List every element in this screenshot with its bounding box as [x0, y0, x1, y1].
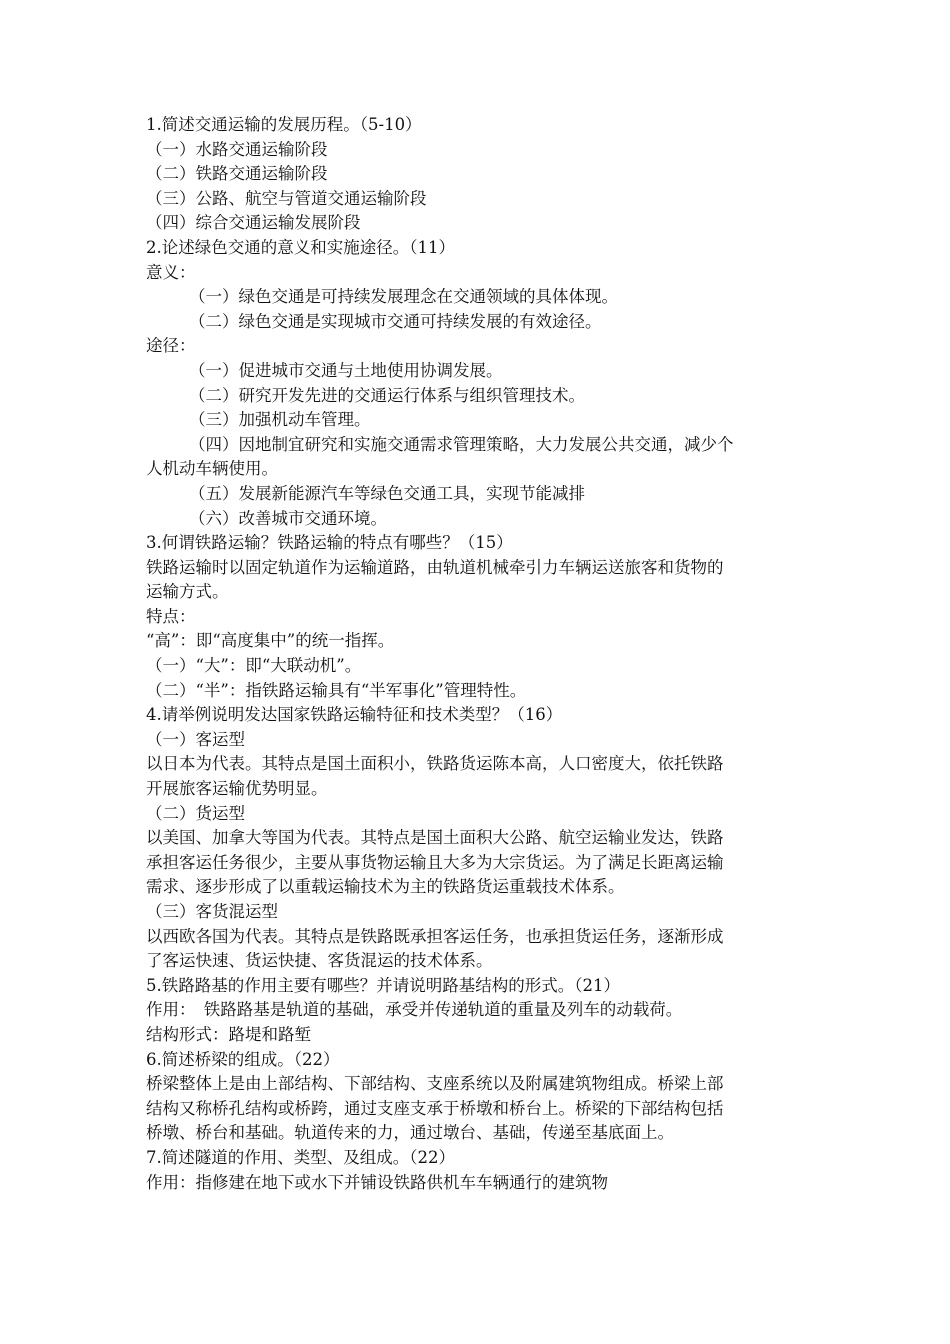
text-line: 作用：指修建在地下或水下并铺设铁路供机车车辆通行的建筑物: [146, 1172, 608, 1192]
text-line: 铁路运输时以固定轨道作为运输道路，由轨道机械牵引力车辆运送旅客和货物的: [146, 557, 724, 577]
text-line: （六）改善城市交通环境。: [189, 508, 387, 528]
text-line: 特点：: [146, 606, 196, 626]
document-body: [146, 113, 818, 1195]
text-line: （二）研究开发先进的交通运行体系与组织管理技术。: [189, 385, 585, 405]
text-line: 作用： 铁路路基是轨道的基础，承受并传递轨道的重量及列车的动载荷。: [146, 1000, 683, 1020]
text-line: 2.论述绿色交通的意义和实施途径。（11）: [146, 237, 455, 257]
text-line: 结构形式：路堤和路堑: [146, 1024, 311, 1044]
text-line: 以美国、加拿大等国为代表。其特点是国土面积大公路、航空运输业发达，铁路: [146, 828, 724, 848]
text-line: 开展旅客运输优势明显。: [146, 779, 328, 799]
text-line: 结构又称桥孔结构或桥跨，通过支座支承于桥墩和桥台上。桥梁的下部结构包括: [146, 1098, 724, 1118]
text-line: （一）水路交通运输阶段: [146, 139, 328, 159]
text-line: （三）公路、航空与管道交通运输阶段: [146, 188, 427, 208]
text-line: （四）因地制宜研究和实施交通需求管理策略，大力发展公共交通，减少个: [189, 434, 734, 454]
text-line: 以日本为代表。其特点是国土面积小，铁路货运陈本高，人口密度大，依托铁路: [146, 754, 724, 774]
text-line: 人机动车辆使用。: [146, 459, 278, 479]
text-line: （二）绿色交通是实现城市交通可持续发展的有效途径。: [189, 311, 602, 331]
text-line: 桥梁整体上是由上部结构、下部结构、支座系统以及附属建筑物组成。桥梁上部: [146, 1074, 724, 1094]
text-line: 意义：: [146, 262, 196, 282]
text-line: （一）促进城市交通与土地使用协调发展。: [189, 360, 503, 380]
text-line: “高”：即“高度集中”的统一指挥。: [146, 631, 395, 651]
text-line: （三）加强机动车管理。: [189, 410, 371, 430]
text-line: 桥墩、桥台和基础。轨道传来的力，通过墩台、基础，传递至基底面上。: [146, 1123, 674, 1143]
text-line: 4.请举例说明发达国家铁路运输特征和技术类型？（16）: [146, 705, 563, 725]
text-line: 运输方式。: [146, 582, 229, 602]
text-line: 7.简述隧道的作用、类型、及组成。（22）: [146, 1147, 455, 1167]
text-line: （一）客运型: [146, 729, 245, 749]
text-line: 1.简述交通运输的发展历程。（5-10）: [146, 115, 422, 134]
text-line: （二）“半”：指铁路运输具有“半军事化”管理特性。: [146, 680, 527, 700]
text-line: （五）发展新能源汽车等绿色交通工具，实现节能减排: [189, 483, 585, 503]
text-line: 5.铁路路基的作用主要有哪些？并请说明路基结构的形式。（21）: [146, 975, 620, 995]
text-line: 了客运快速、货运快捷、客货混运的技术体系。: [146, 951, 493, 971]
text-line: 以西欧各国为代表。其特点是铁路既承担客运任务，也承担货运任务，逐渐形成: [146, 926, 724, 946]
text-line: 6.简述桥梁的组成。（22）: [146, 1049, 340, 1069]
text-line: 承担客运任务很少，主要从事货物运输且大多为大宗货运。为了满足长距离运输: [146, 852, 724, 872]
text-line: 途径：: [146, 336, 196, 356]
text-line: （二）铁路交通运输阶段: [146, 164, 328, 184]
text-line: 需求、逐步形成了以重载运输技术为主的铁路货运重载技术体系。: [146, 877, 625, 897]
text-line: 3.何谓铁路运输？铁路运输的特点有哪些？（15）: [146, 533, 513, 553]
text-line: （三）客货混运型: [146, 902, 278, 921]
text-line: （一）绿色交通是可持续发展理念在交通领域的具体体现。: [189, 287, 618, 307]
text-line: （二）货运型: [146, 803, 245, 823]
text-line: （四）综合交通运输发展阶段: [146, 213, 361, 233]
text-line: （一）“大”：即“大联动机”。: [146, 656, 362, 676]
document-page: [146, 113, 818, 1195]
